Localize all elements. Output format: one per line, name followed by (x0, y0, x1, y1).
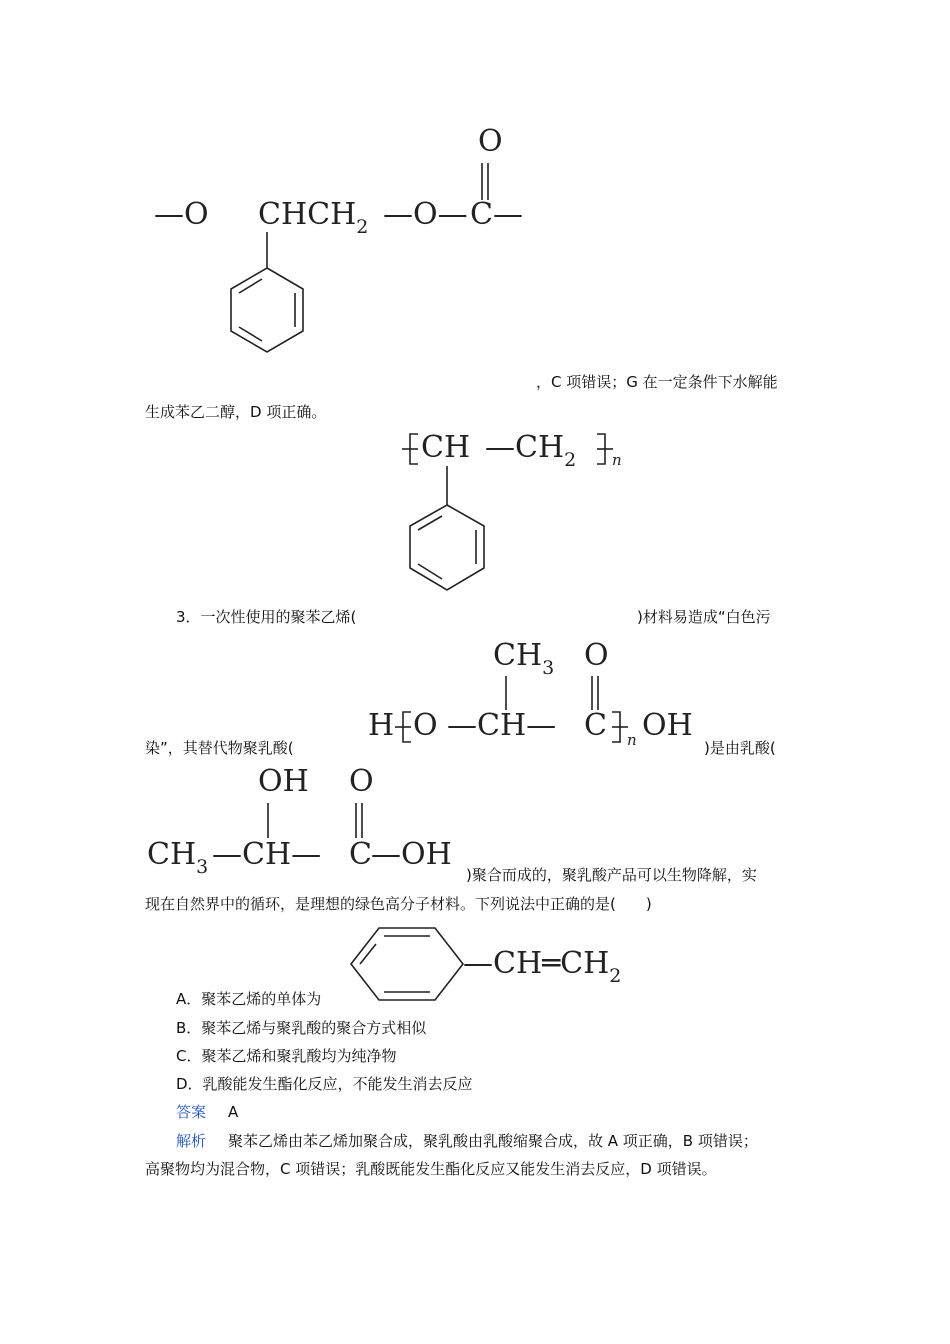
polylactic-h: H (368, 708, 395, 743)
answer-value: A (228, 1103, 239, 1121)
q3-line3: )聚合而成的，聚乳酸产品可以生物降解，实 (466, 866, 757, 884)
lactic-c: C (349, 837, 372, 872)
option-b: B．聚苯乙烯与聚乳酸的聚合方式相似 (176, 1019, 427, 1037)
carbonyl-oxygen: O (478, 124, 503, 159)
polylactic-o: O (413, 708, 438, 743)
lactic-oh: —OH (371, 837, 452, 872)
option-d: D．乳酸能发生酯化反应，不能发生消去反应 (176, 1075, 473, 1093)
text-d-correct: 生成苯乙二醇，D 项正确。 (145, 403, 327, 421)
analysis-line2: 高聚物均为混合物，C 项错误；乳酸既能发生酯化反应又能发生消去反应，D 项错误。 (145, 1160, 717, 1178)
lactic-top-oh: OH (258, 764, 309, 799)
polylactic-ch3: $CH_3$ (493, 638, 555, 679)
styrene-vinyl: $—CH═CH_2$ (463, 946, 622, 987)
polylactic-ch: —CH— (447, 708, 557, 743)
q3-line2-start: 染”，其替代物聚乳酸( (145, 739, 294, 757)
q3-line2-end: )是由乳酸( (704, 739, 776, 757)
carbonyl-carbon: C— (470, 197, 523, 232)
chain-oxygen-1: —O (154, 197, 209, 232)
polystyrene-ch: CH (421, 430, 471, 465)
analysis-label: 解析 (176, 1132, 207, 1150)
chain-oxygen-2: —O— (383, 197, 468, 232)
polylactic-oh: OH (642, 708, 693, 743)
lactic-ch3: $CH_3$ (147, 837, 209, 878)
polystyrene-ch2: $—CH_2$ (485, 430, 577, 471)
polylactic-carbonyl-o: O (584, 638, 609, 673)
q3-line4: 现在自然界中的循环，是理想的绿色高分子材料。下列说法中正确的是( ) (145, 895, 652, 913)
polystyrene-n: n (612, 451, 622, 469)
q3-line1-end: )材料易造成“白色污 (637, 608, 771, 626)
analysis-line1: 聚苯乙烯由苯乙烯加聚合成，聚乳酸由乳酸缩聚合成，故 A 项正确，B 项错误； (228, 1132, 758, 1150)
chain-chch2: $CHCH_2$ (258, 197, 369, 238)
lactic-ch: —CH— (212, 837, 322, 872)
q3-line1-start: 3．一次性使用的聚苯乙烯( (176, 608, 357, 626)
text-c-error: ，C 项错误；G 在一定条件下水解能 (536, 373, 778, 391)
answer-label: 答案 (176, 1103, 207, 1121)
option-a: A．聚苯乙烯的单体为 (176, 990, 322, 1008)
polylactic-n: n (627, 731, 637, 749)
option-c: C．聚苯乙烯和聚乳酸均为纯净物 (176, 1047, 397, 1065)
polylactic-c: C (584, 708, 607, 743)
lactic-carbonyl-o: O (349, 764, 374, 799)
